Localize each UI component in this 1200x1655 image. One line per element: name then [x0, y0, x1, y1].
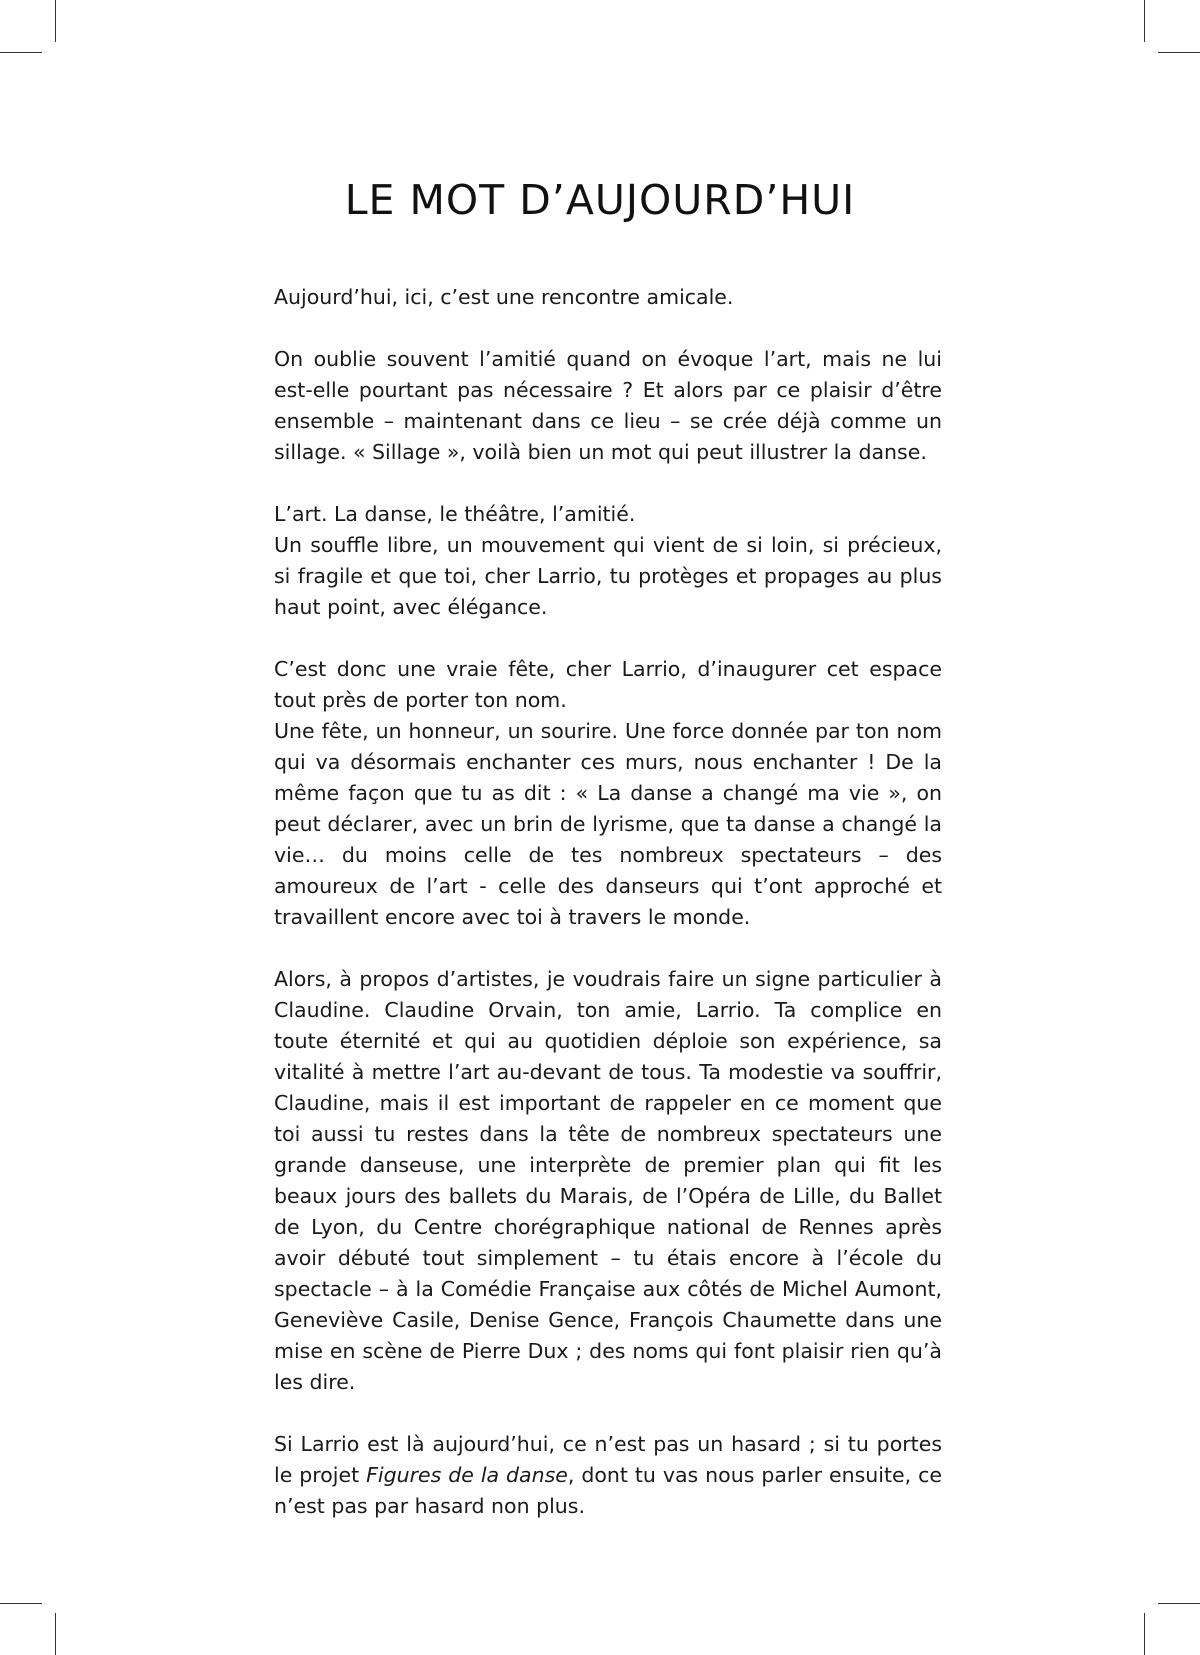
paragraph-6-after: , dont tu vas nous parler ensuite, ce n’est pas par hasard non plus. — [274, 1463, 942, 1518]
crop-mark-top-right-horizontal — [1158, 52, 1200, 53]
body-text — [274, 282, 942, 1522]
paragraph-3 — [274, 499, 942, 623]
crop-mark-top-left-horizontal — [0, 52, 42, 53]
crop-mark-top-right-vertical — [1144, 0, 1145, 42]
paragraph-6-before: Si Larrio est là aujourd’hui, ce n’est pas un hasard ; si tu portes le projet — [274, 1432, 942, 1487]
paragraph-6 — [274, 1429, 942, 1522]
project-title: Figures de la danse — [366, 1463, 568, 1487]
crop-mark-bottom-left-vertical — [55, 1613, 56, 1655]
crop-mark-bottom-right-horizontal — [1158, 1603, 1200, 1604]
page-title: LE MOT D’AUJOURD’HUI — [344, 176, 856, 224]
paragraph-4-line-1: C’est donc une vraie fête, cher Larrio, d’inaugurer cet espace tout près de porter ton nom. — [274, 657, 942, 712]
crop-mark-top-left-vertical — [55, 0, 56, 42]
crop-mark-bottom-left-horizontal — [0, 1603, 42, 1604]
paragraph-5: Alors, à propos d’artistes, je voudrais faire un signe particulier à Claudine. Claudine Orvain, ton amie, Larrio. Ta complice en toute éternité et qui au quotidien déploie son expérience, sa vitalité à mettre l’art au-devant de tous. Ta modestie va souffrir, Claudine, mais il est important de rappeler en ce moment que toi aussi tu restes dans la tête de nombreux spectateurs une grande danseuse, une interprète de premier plan qui fit les beaux jours des ballets du Marais, de l’Opéra de Lille, du Ballet de Lyon, du Centre chorégraphique national de Rennes après avoir débuté tout simplement – tu étais encore à l’école du spectacle – à la Comédie Française aux côtés de Michel Aumont, Geneviève Casile, Denise Gence, François Chaumette dans une mise en scène de Pierre Dux ; des noms qui font plaisir rien qu’à les dire. — [274, 967, 942, 1394]
paragraph-1: Aujourd’hui, ici, c’est une rencontre amicale. — [274, 285, 734, 309]
paragraph-2: On oublie souvent l’amitié quand on évoque l’art, mais ne lui est-elle pourtant pas nécessaire ? Et alors par ce plaisir d’être ensemble – maintenant dans ce lieu – se crée déjà comme un sillage. « Sillage », voilà bien un mot qui peut illustrer la danse. — [274, 347, 942, 464]
paragraph-4 — [274, 654, 942, 933]
crop-mark-bottom-right-vertical — [1144, 1613, 1145, 1655]
paragraph-4-line-2: Une fête, un honneur, un sourire. Une force donnée par ton nom qui va désormais enchanter ces murs, nous enchanter ! De la même façon que tu as dit : « La danse a changé ma vie », on peut déclarer, avec un brin de lyrisme, que ta danse a changé la vie… du moins celle de tes nombreux spectateurs – des amoureux de l’art - celle des danseurs qui t’ont approché et travaillent encore avec toi à travers le monde. — [274, 719, 942, 929]
paragraph-3-line-1: L’art. La danse, le théâtre, l’amitié. — [274, 502, 636, 526]
paragraph-3-line-2: Un souffle libre, un mouvement qui vient de si loin, si précieux, si fragile et que toi, cher Larrio, tu protèges et propages au plus haut point, avec élégance. — [274, 533, 942, 619]
